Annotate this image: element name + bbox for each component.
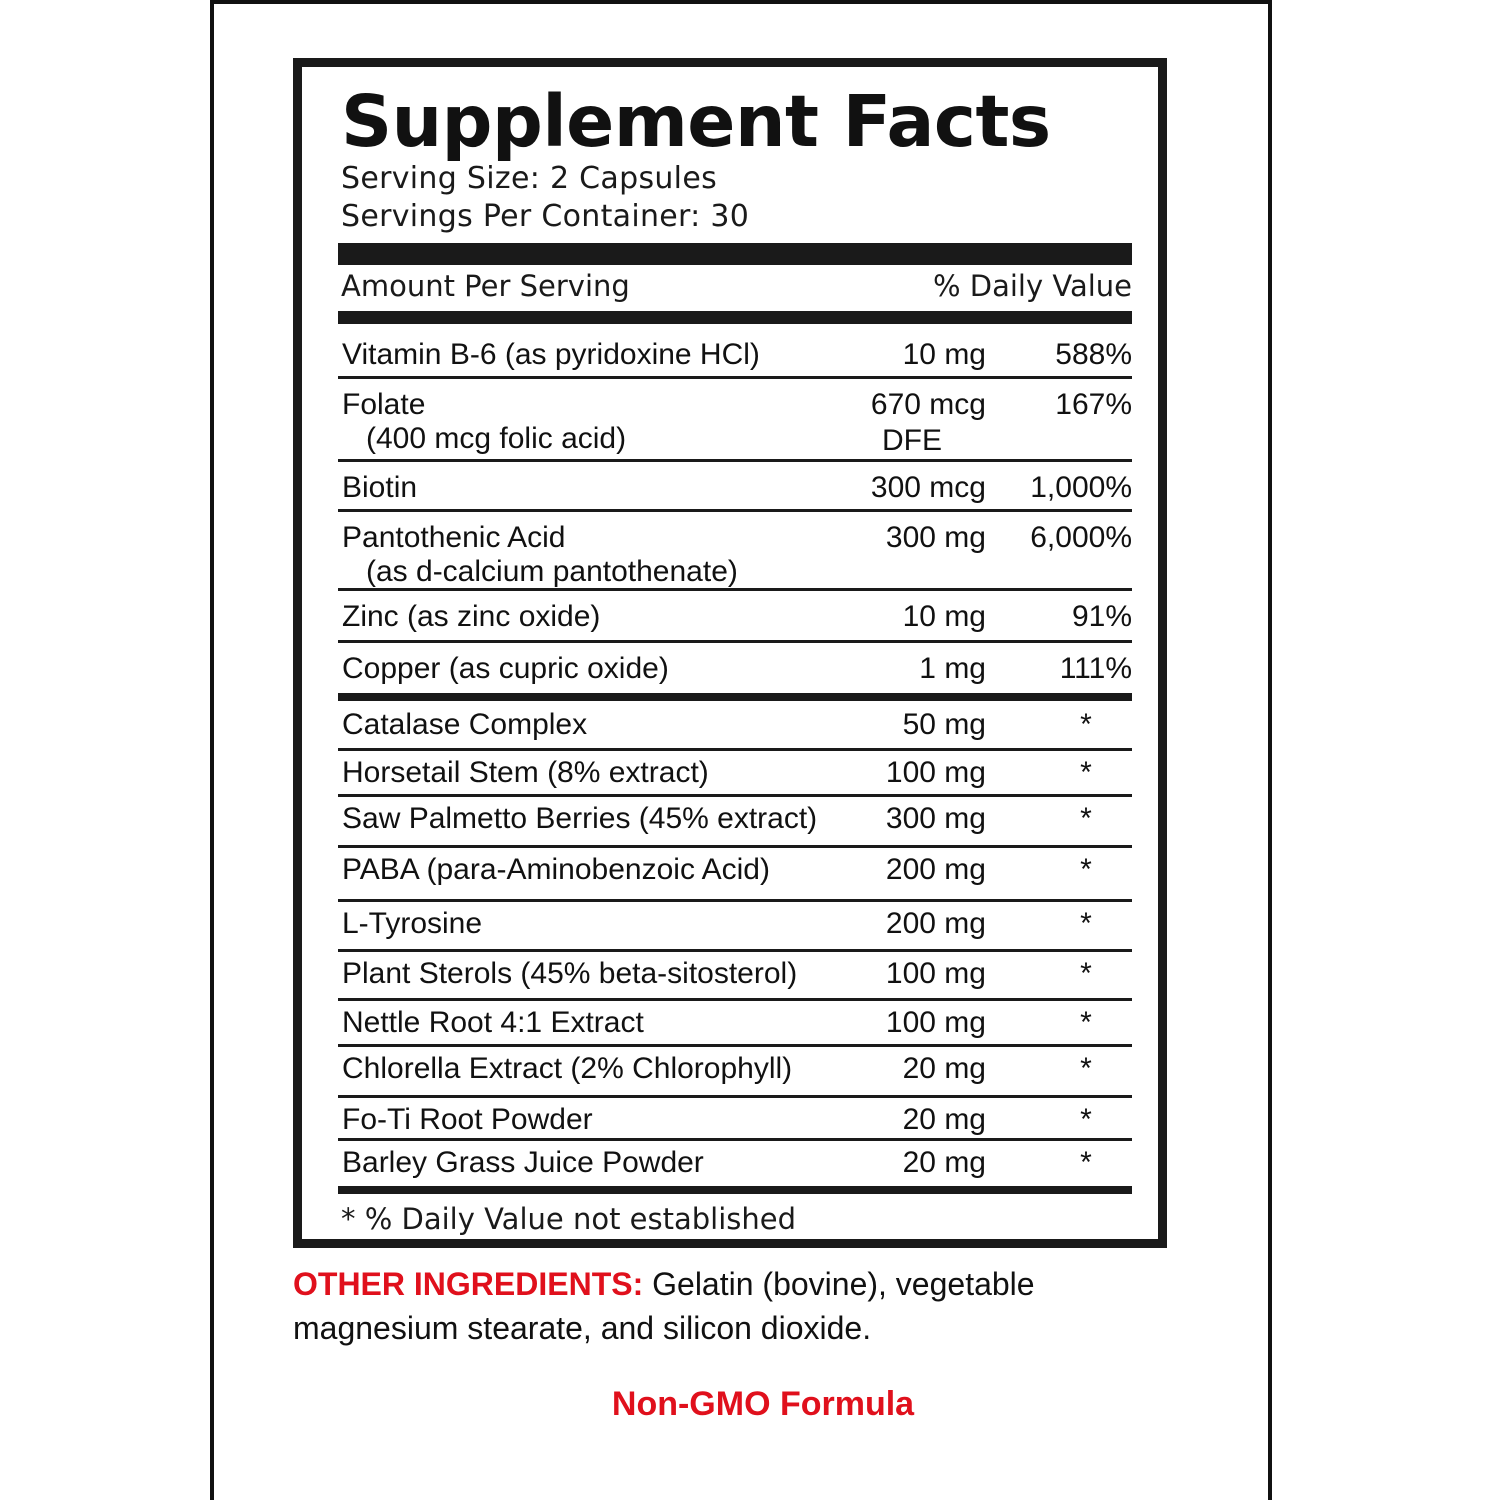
nutrient-row: [338, 379, 1132, 462]
daily-value-asterisk: *: [1080, 756, 1092, 789]
other-ingredients: [293, 1262, 1173, 1350]
other-ingredients-label: OTHER INGREDIENTS:: [293, 1266, 644, 1302]
nutrient-daily-value: 91%: [1071, 600, 1132, 633]
thick-divider: [338, 243, 1132, 265]
panel-title: Supplement Facts: [341, 80, 1051, 163]
nutrient-sub-label: (400 mcg folic acid): [366, 422, 627, 455]
daily-value-asterisk: *: [1080, 1052, 1092, 1085]
daily-value-footnote: * % Daily Value not established: [341, 1202, 797, 1236]
nutrient-name: Biotin: [342, 471, 418, 504]
frame-right-border: [1268, 0, 1272, 1500]
other-ingredient-row: [338, 703, 1132, 751]
daily-value-asterisk: *: [1080, 1103, 1092, 1136]
nutrient-row: [338, 329, 1132, 379]
ingredient-name: PABA (para-Aminobenzoic Acid): [342, 853, 770, 886]
other-ingredient-row: [338, 1141, 1132, 1186]
nutrient-name: Pantothenic Acid: [342, 521, 566, 554]
ingredient-amount: 100 mg: [885, 957, 986, 990]
ingredient-name: Barley Grass Juice Powder: [342, 1146, 704, 1179]
ingredient-name: L-Tyrosine: [342, 907, 483, 940]
ingredient-amount: 20 mg: [902, 1052, 986, 1085]
ingredient-amount: 50 mg: [902, 708, 986, 741]
nutrient-amount: 10 mg: [902, 338, 986, 371]
section-divider: [338, 1186, 1132, 1194]
nutrient-sub-label: (as d-calcium pantothenate): [366, 555, 738, 588]
nutrient-name: Vitamin B-6 (as pyridoxine HCl): [342, 338, 760, 371]
non-gmo-badge: Non-GMO Formula: [611, 1385, 915, 1423]
nutrient-amount: 10 mg: [902, 600, 986, 633]
other-ingredient-row: [338, 797, 1132, 848]
daily-value-asterisk: *: [1080, 907, 1092, 940]
daily-value-asterisk: *: [1080, 802, 1092, 835]
frame-left-border: [210, 0, 214, 1500]
ingredient-name: Plant Sterols (45% beta-sitosterol): [342, 957, 798, 990]
ingredient-name: Catalase Complex: [342, 708, 588, 741]
other-ingredient-row: [338, 848, 1132, 902]
nutrient-row: [338, 591, 1132, 643]
nutrient-row: [338, 643, 1132, 693]
ingredient-name: Chlorella Extract (2% Chlorophyll): [342, 1052, 793, 1085]
nutrient-amount: 1 mg: [919, 652, 986, 685]
other-ingredient-row: [338, 902, 1132, 952]
frame-top-border: [210, 0, 1272, 4]
nutrient-name: Copper (as cupric oxide): [342, 652, 669, 685]
nutrient-name: Folate: [342, 388, 426, 421]
daily-value-asterisk: *: [1080, 1006, 1092, 1039]
ingredient-amount: 20 mg: [902, 1146, 986, 1179]
daily-value-asterisk: *: [1080, 708, 1092, 741]
other-ingredient-row: [338, 1001, 1132, 1047]
ingredient-amount: 200 mg: [885, 853, 986, 886]
daily-value-asterisk: *: [1080, 1146, 1092, 1179]
amount-per-serving-header: Amount Per Serving: [341, 269, 630, 303]
other-ingredient-row: [338, 952, 1132, 1001]
nutrient-daily-value: 6,000%: [1030, 521, 1132, 554]
supplement-facts-panel: [293, 58, 1167, 1248]
ingredient-name: Horsetail Stem (8% extract): [342, 756, 709, 789]
nutrient-daily-value: 588%: [1055, 338, 1132, 371]
nutrient-row: [338, 512, 1132, 591]
nutrient-amount: 670 mcg: [870, 388, 986, 421]
ingredient-amount: 100 mg: [885, 756, 986, 789]
nutrient-name: Zinc (as zinc oxide): [342, 600, 601, 633]
ingredient-amount: 20 mg: [902, 1103, 986, 1136]
ingredient-name: Fo-Ti Root Powder: [342, 1103, 593, 1136]
thick-divider: [338, 311, 1132, 324]
nutrient-daily-value: 1,000%: [1030, 471, 1132, 504]
supplement-facts-content: [329, 67, 1132, 1239]
section-divider: [338, 693, 1132, 701]
other-ingredient-row: [338, 751, 1132, 797]
nutrient-row: [338, 462, 1132, 512]
servings-per-container: Servings Per Container: 30: [341, 199, 750, 234]
ingredient-amount: 300 mg: [885, 802, 986, 835]
ingredient-name: Saw Palmetto Berries (45% extract): [342, 802, 818, 835]
other-ingredient-row: [338, 1047, 1132, 1098]
other-ingredients-text: Gelatin (bovine), vegetable magnesium stearate, and silicon dioxide.: [293, 1266, 1035, 1346]
nutrient-daily-value: 167%: [1055, 388, 1132, 421]
daily-value-asterisk: *: [1080, 957, 1092, 990]
ingredient-amount: 200 mg: [885, 907, 986, 940]
other-ingredient-row: [338, 1098, 1132, 1141]
daily-value-asterisk: *: [1080, 853, 1092, 886]
ingredient-amount: 100 mg: [885, 1006, 986, 1039]
ingredient-name: Nettle Root 4:1 Extract: [342, 1006, 644, 1039]
nutrient-amount-unit: DFE: [882, 424, 942, 457]
nutrient-daily-value: 111%: [1059, 652, 1132, 685]
daily-value-header: % Daily Value: [932, 269, 1132, 303]
nutrient-amount: 300 mg: [885, 521, 986, 554]
nutrient-amount: 300 mcg: [870, 471, 986, 504]
serving-size: Serving Size: 2 Capsules: [341, 161, 718, 196]
